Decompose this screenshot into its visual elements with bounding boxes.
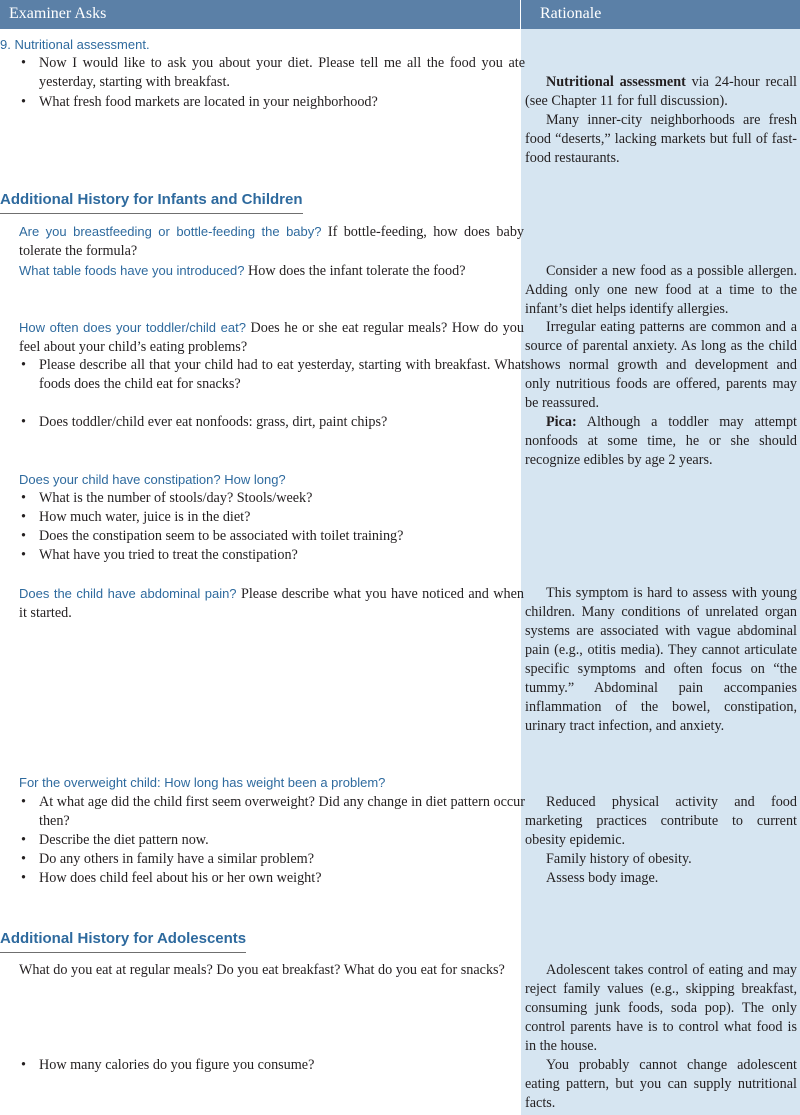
child-q4-bullet-1: • What is the number of stools/day? Stools/week? xyxy=(19,489,525,508)
q9-rationale-2-text: Many inner-city neighborhoods are fresh food “deserts,” lacking markets but full of fast-food restaurants. xyxy=(525,112,797,166)
child-q3-rest: Does he or she eat regular meals? How do you feel about your child’s eating problems? xyxy=(19,320,524,355)
child-q4-bullet-2: • How much water, juice is in the diet? xyxy=(19,508,525,527)
adol-q1-rationale-2 xyxy=(525,1056,797,1113)
column-header-left-label: Examiner Asks xyxy=(9,5,107,22)
adol-q1-rationale-2-text: You probably cannot change adolescent eating pattern, but you can supply nutritional facts. xyxy=(525,1057,797,1111)
child-q6-num xyxy=(0,773,19,792)
column-header-rationale xyxy=(521,0,800,29)
child-q6 xyxy=(0,773,524,793)
child-q5-rationale xyxy=(525,584,797,736)
child-q3-bullet-2: • Does toddler/child ever eat nonfoods: grass, dirt, paint chips? xyxy=(19,413,525,432)
child-q6-bullet-1: • At what age did the child first seem overweight? Did any change in diet pattern occur then? xyxy=(19,793,525,831)
child-q3-bullet-1: • Please describe all that your child had to eat yesterday, starting with breakfast. What foods does the child eat for snacks? xyxy=(19,356,525,394)
rationale-column-background xyxy=(521,29,800,1115)
child-q6-rationale-2 xyxy=(525,850,797,869)
child-q2-num xyxy=(0,261,19,280)
adol-q1-bullet: • How many calories do you figure you consume? xyxy=(19,1056,525,1075)
child-q2-rationale-text: Consider a new food as a possible allergen. Adding only one new food at a time to the infant’s diet helps identify allergies. xyxy=(525,263,797,317)
child-q4-num xyxy=(0,470,19,489)
child-q3-num xyxy=(0,318,19,337)
child-q6-rationale-2-text: Family history of obesity. xyxy=(546,851,692,867)
child-q6-rationale-3-text: Assess body image. xyxy=(546,870,659,886)
q9-bullet-2: • What fresh food markets are located in your neighborhood? xyxy=(19,93,525,112)
adol-q1-rationale-1-text: Adolescent takes control of eating and may reject family values (e.g., skipping breakfast, consuming junk foods, soda pop). The only control parents have is to control what food is in the house. xyxy=(525,962,797,1054)
child-q1-rest: If bottle-feeding, how does baby tolerate the formula? xyxy=(19,224,524,259)
child-q2-rationale xyxy=(525,262,797,319)
adol-q1 xyxy=(0,961,524,980)
child-q3 xyxy=(0,318,524,357)
child-q1-question: Are you breastfeeding or bottle-feeding the baby? xyxy=(19,224,322,239)
child-q3-rationale-1 xyxy=(525,318,797,413)
child-q3-rationale-1-text: Irregular eating patterns are common and a source of parental anxiety. As long as the child shows normal growth and development and only nutritious foods are offered, parents may be reassured. xyxy=(525,319,797,411)
child-q2 xyxy=(0,261,524,281)
child-q6-rationale-1 xyxy=(525,793,797,850)
child-q1 xyxy=(0,222,524,261)
child-q6-bullet-4: • How does child feel about his or her own weight? xyxy=(19,869,525,888)
child-q3-question: How often does your toddler/child eat? xyxy=(19,320,246,335)
child-q4-bullet-4: • What have you tried to treat the constipation? xyxy=(19,546,525,565)
child-q6-rationale-1-text: Reduced physical activity and food marketing practices contribute to current obesity epidemic. xyxy=(525,794,797,848)
q9-bullet-1: • Now I would like to ask you about your diet. Please tell me all the food you ate yesterday, starting with breakfast. xyxy=(19,54,525,92)
child-q3-rationale-2-bold: Pica: xyxy=(546,414,577,430)
q9-title: 9. Nutritional assessment. xyxy=(0,37,150,52)
adol-q1-rationale-1 xyxy=(525,961,797,1056)
child-q6-bullet-3: • Do any others in family have a similar problem? xyxy=(19,850,525,869)
child-q4-question: Does your child have constipation? How long? xyxy=(19,472,286,487)
child-q2-question: What table foods have you introduced? xyxy=(19,263,245,278)
child-q5 xyxy=(0,584,524,623)
child-q5-rationale-text: This symptom is hard to assess with young children. Many conditions of unrelated organ systems are associated with vague abdominal pain (e.g., otitis media). They cannot articulate specific symptoms and often focus on “the tummy.” Abdominal pain accompanies inflammation of the bowel, constipation, urinary tract infection, and anxiety. xyxy=(525,585,797,734)
child-q3-rationale-2-text: Although a toddler may attempt nonfoods at some time, he or she should recognize edibles by age 2 years. xyxy=(525,414,797,468)
child-q6-bullet-2: • Describe the diet pattern now. xyxy=(19,831,525,850)
q9-rationale-1 xyxy=(525,73,797,111)
section-title-adolescents: Additional History for Adolescents xyxy=(0,929,246,953)
child-q2-rest: How does the infant tolerate the food? xyxy=(244,263,466,279)
adol-q1-num xyxy=(0,961,19,980)
child-q1-num xyxy=(0,222,19,241)
child-q6-question: For the overweight child: How long has weight been a problem? xyxy=(19,775,386,790)
column-header-right-label: Rationale xyxy=(540,5,602,22)
child-q5-num xyxy=(0,584,19,603)
q9-rationale-1-text: via 24-hour recall (see Chapter 11 for full discussion). xyxy=(525,74,797,109)
child-q4 xyxy=(0,470,524,490)
column-header-examiner-asks xyxy=(0,0,521,29)
child-q5-question: Does the child have abdominal pain? xyxy=(19,586,237,601)
child-q4-bullet-3: • Does the constipation seem to be associated with toilet training? xyxy=(19,527,525,546)
child-q5-rest: Please describe what you have noticed and when it started. xyxy=(19,586,524,621)
q9-rationale-2 xyxy=(525,111,797,168)
child-q6-rationale-3 xyxy=(525,869,797,888)
adol-q1-text: What do you eat at regular meals? Do you eat breakfast? What do you eat for snacks? xyxy=(19,962,505,978)
section-title-infants-children: Additional History for Infants and Children xyxy=(0,190,303,214)
child-q3-rationale-2 xyxy=(525,413,797,470)
q9-rationale-1-bold: Nutritional assessment xyxy=(546,74,686,90)
